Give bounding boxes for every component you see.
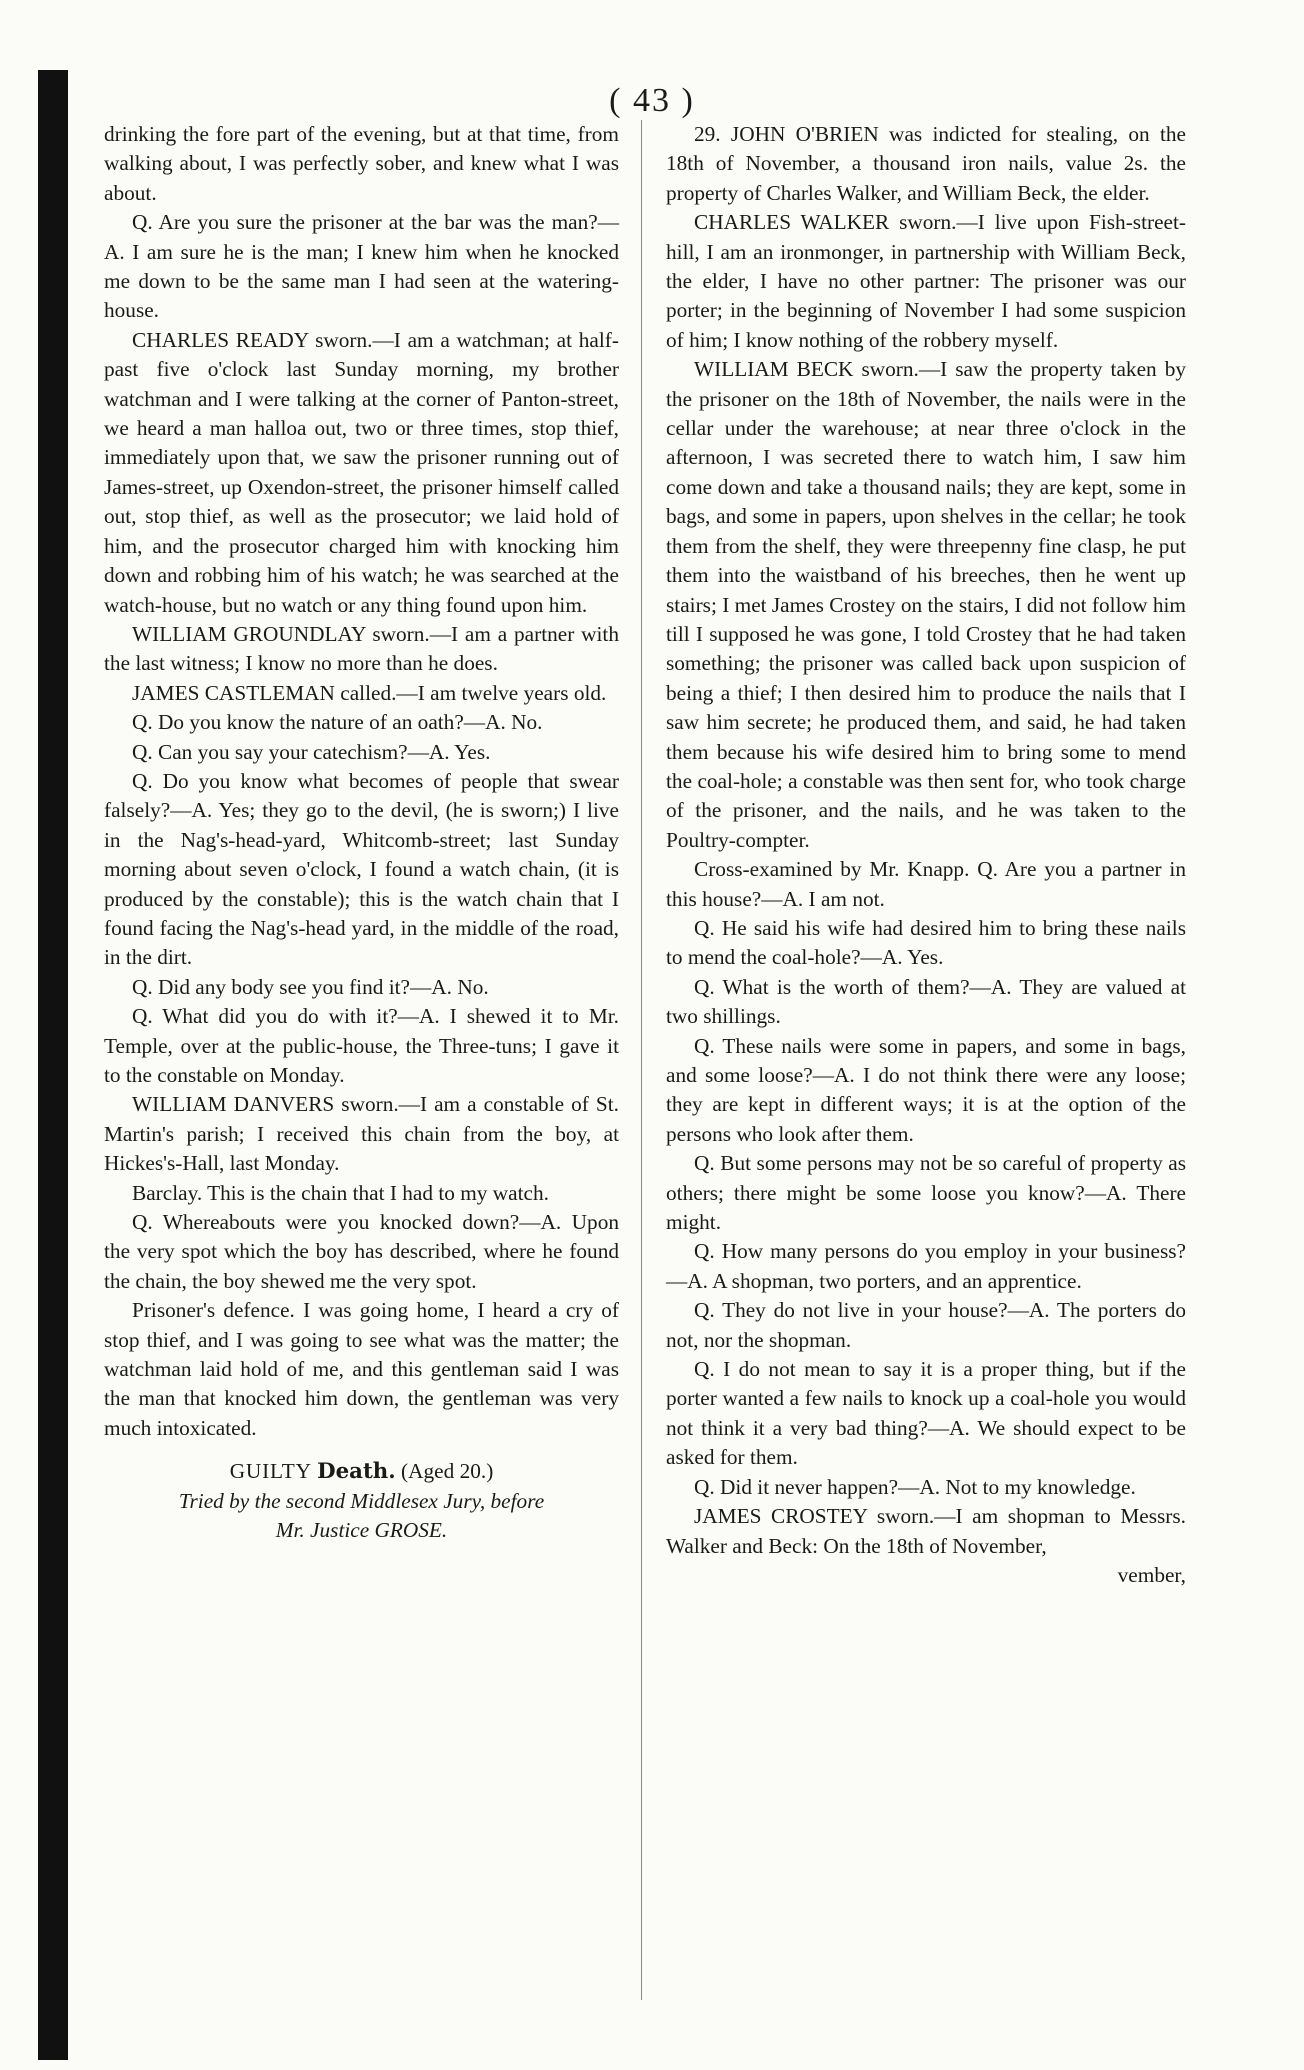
- paragraph: Q. He said his wife had desired him to bring these nails to mend the coal-hole?—A. Yes.: [666, 915, 1186, 970]
- paragraph: CHARLES WALKER sworn.—I live upon Fish-street-hill, I am an ironmonger, in partnership with William Beck, the elder, I have no other partner: The prisoner was our porter; in the beginning of November I had some suspicion of him; I know nothing of the robbery myself.: [666, 210, 1186, 352]
- paragraph: Q. What is the worth of them?—A. They are valued at two shillings.: [666, 974, 1186, 1029]
- verdict-death: Death.: [317, 1459, 396, 1485]
- paragraph: Q. Did it never happen?—A. Not to my knowledge.: [694, 1474, 1136, 1499]
- paragraph: 29. JOHN O'BRIEN was indicted for stealing, on the 18th of November, a thousand iron nails, value 2s. the property of Charles Walker, and William Beck, the elder.: [666, 122, 1186, 205]
- catchword: vember,: [1117, 1562, 1186, 1587]
- paragraph: CHARLES READY sworn.—I am a watchman; at half-past five o'clock last Sunday morning, my brother watchman and I were talking at the corner of Panton-street, we heard a man halloa out, two or three times, stop thief, immediately upon that, we saw the prisoner running out of James-street, up Oxendon-street, the prisoner himself called out, stop thief, as well as the prosecutor; we laid hold of him, and the prosecutor charged him with knocking him down and robbing him of his watch; he was searched at the watch-house, but no watch or any thing found upon him.: [104, 327, 619, 617]
- paragraph: Q. But some persons may not be so careful of property as others; there might be some loose you know?—A. There might.: [666, 1151, 1186, 1235]
- paragraph: drinking the fore part of the evening, but at that time, from walking about, I was perfectly sober, and knew what I was about.: [104, 122, 619, 205]
- paragraph: Q. Can you say your catechism?—A. Yes.: [132, 739, 491, 764]
- page-number: ( 43 ): [609, 82, 695, 119]
- book-spine-shadow: [38, 70, 68, 2060]
- paragraph: Q. Whereabouts were you knocked down?—A. Upon the very spot which the boy has described, where he found the chain, the boy shewed me the very spot.: [104, 1210, 619, 1293]
- tried-line-2: Mr. Justice GROSE.: [275, 1518, 448, 1543]
- paragraph: JAMES CROSTEY sworn.—I am shopman to Messrs. Walker and Beck: On the 18th of November,: [666, 1504, 1186, 1558]
- column-divider: [641, 120, 642, 2000]
- paragraph: Q. They do not live in your house?—A. The porters do not, nor the shopman.: [666, 1298, 1186, 1352]
- paragraph: Q. Do you know the nature of an oath?—A. No.: [132, 710, 543, 735]
- paragraph: WILLIAM GROUNDLAY sworn.—I am a partner with the last witness; I know no more than he does.: [104, 621, 619, 676]
- paragraph: Q. I do not mean to say it is a proper thing, but if the porter wanted a few nails to knock up a coal-hole you would not think it a very bad thing?—A. We should expect to be asked for them.: [666, 1357, 1186, 1470]
- paragraph: WILLIAM BECK sworn.—I saw the property taken by the prisoner on the 18th of November, the nails were in the cellar under the warehouse; at near three o'clock in the afternoon, I was secreted there to watch him, I saw him come down and take a thousand nails; they are kept, some in bags, and some in papers, upon shelves in the cellar; he took them from the shelf, they were threepenny fine clasp, he put them into the waistband of his breeches, then he went up stairs; I met James Crostey on the stairs, I did not follow him till I supposed he was gone, I told Crostey that he had taken something; the prisoner was called back upon suspicion of being a thief; I then desired him to produce the nails that I saw him secrete; he produced them, and said, he had taken them because his wife desired him to bring some to mend the coal-hole; a constable was then sent for, who took charge of the prisoner, and the nails, and he was taken to the Poultry-compter.: [666, 357, 1186, 852]
- paragraph: Q. These nails were some in papers, and some in bags, and some loose?—A. I do not think there were any loose; they are kept in different ways; it is at the option of the persons who look after them.: [666, 1033, 1186, 1146]
- paragraph: Q. Do you know what becomes of people that swear falsely?—A. Yes; they go to the devil, (he is sworn;) I live in the Nag's-head-yard, Whitcomb-street; last Sunday morning about seven o'clock, I found a watch chain, (it is produced by the constable); this is the watch chain that I found facing the Nag's-head yard, in the middle of the road, in the dirt.: [104, 768, 619, 970]
- verdict-age: (Aged 20.): [401, 1459, 494, 1484]
- verdict-guilty: GUILTY: [229, 1459, 312, 1484]
- paragraph: Q. How many persons do you employ in your business?—A. A shopman, two porters, and an apprentice.: [666, 1239, 1186, 1293]
- paragraph: Prisoner's defence. I was going home, I heard a cry of stop thief, and I was going to see what was the matter; the watchman laid hold of me, and this gentleman said I was the man that knocked him down, the gentleman was very much intoxicated.: [104, 1298, 619, 1440]
- verdict: [104, 1457, 619, 1486]
- paragraph: Cross-examined by Mr. Knapp. Q. Are you a partner in this house?—A. I am not.: [666, 857, 1186, 911]
- paragraph: Barclay. This is the chain that I had to my watch.: [132, 1180, 549, 1205]
- paragraph: Q. Are you sure the prisoner at the bar was the man?—A. I am sure he is the man; I knew him when he knocked me down to be the same man I had seen at the watering-house.: [104, 210, 619, 323]
- right-column: [666, 120, 1186, 1590]
- paragraph: Q. Did any body see you find it?—A. No.: [132, 974, 489, 999]
- left-column: [104, 120, 619, 1546]
- paragraph: WILLIAM DANVERS sworn.—I am a constable of St. Martin's parish; I received this chain from the boy, at Hickes's-Hall, last Monday.: [104, 1092, 619, 1176]
- tried-line-1: Tried by the second Middlesex Jury, before: [178, 1488, 545, 1513]
- paragraph: JAMES CASTLEMAN called.—I am twelve years old.: [132, 680, 607, 705]
- paragraph: Q. What did you do with it?—A. I shewed it to Mr. Temple, over at the public-house, the Three-tuns; I gave it to the constable on Monday.: [104, 1004, 619, 1087]
